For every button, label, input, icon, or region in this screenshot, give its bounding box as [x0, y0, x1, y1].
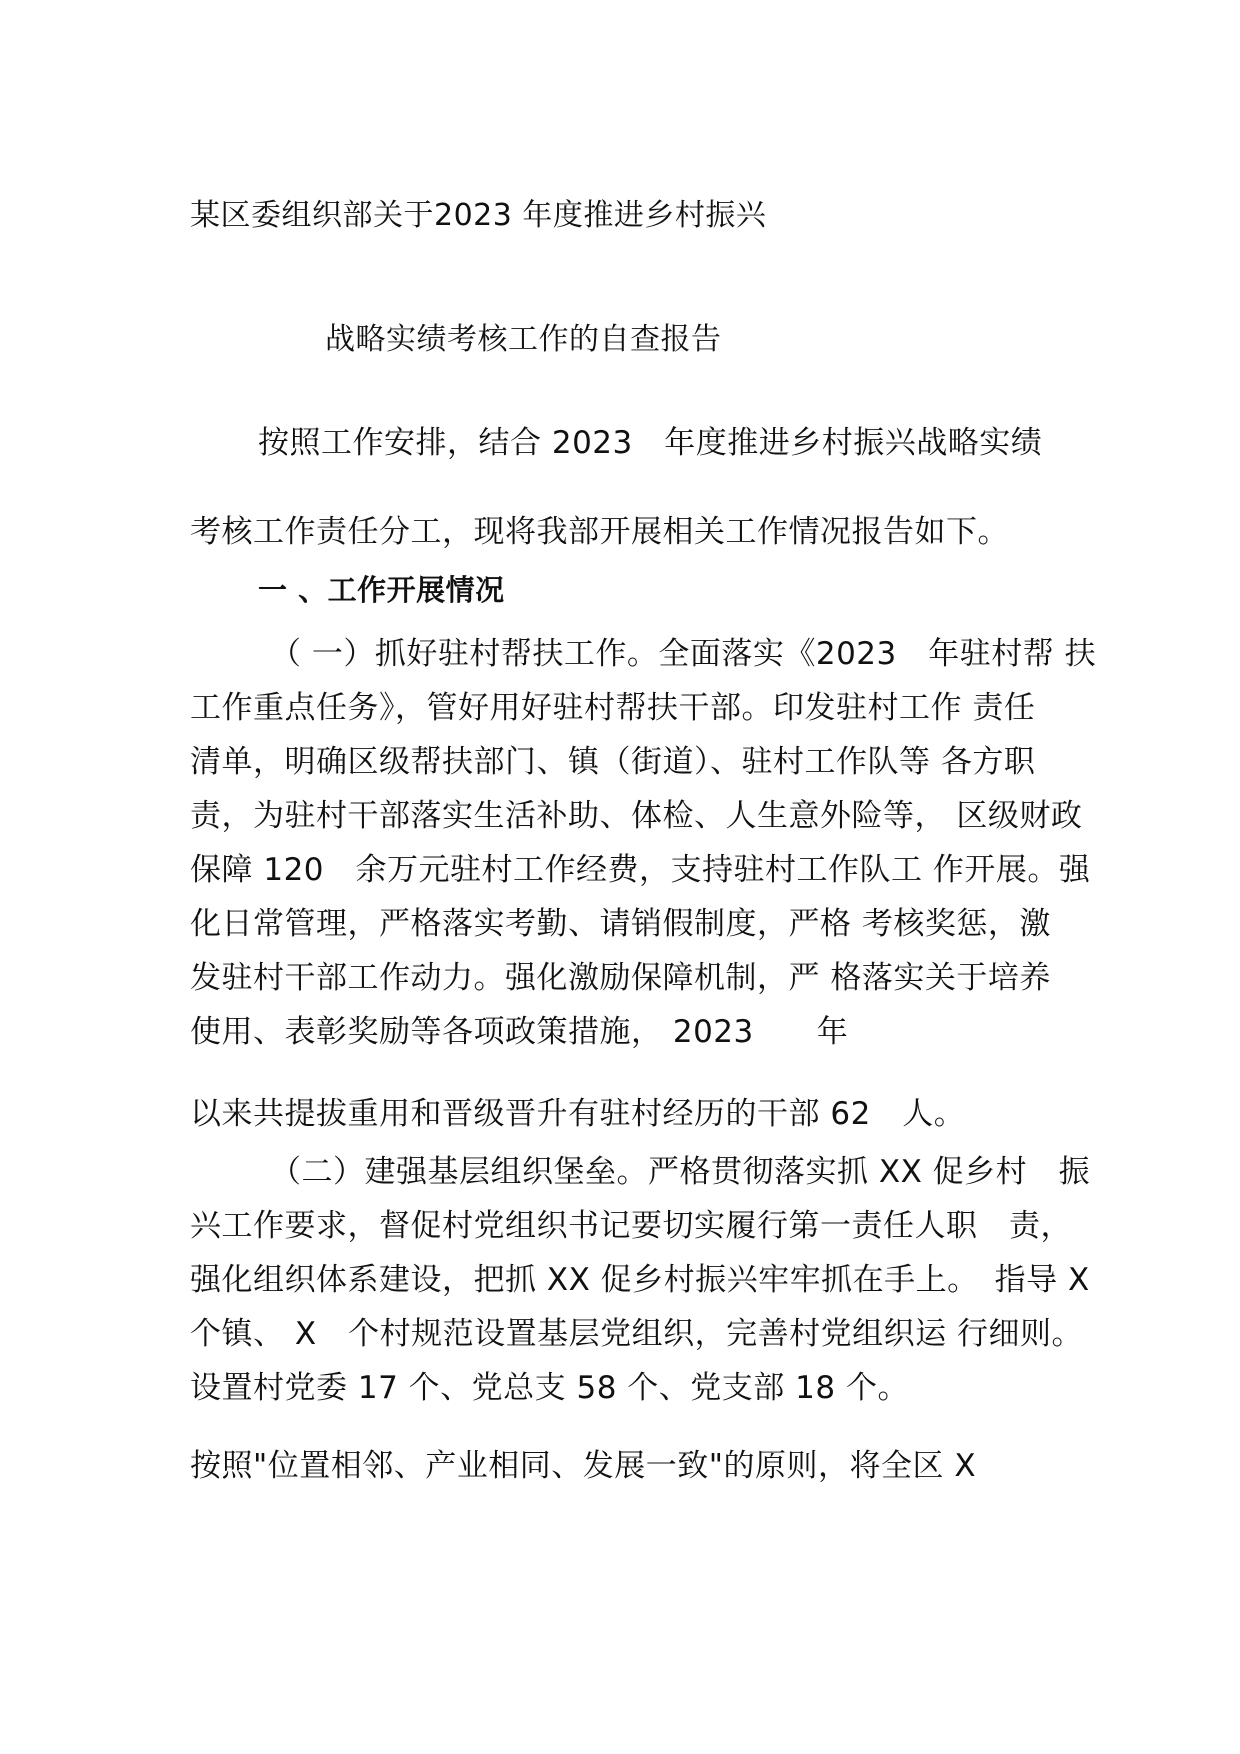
para1-line-7: 发驻村干部工作动力。强化激励保障机制，严 格落实关于培养	[190, 960, 1051, 996]
document-title-line-2: 战略实绩考核工作的自查报告	[325, 322, 722, 357]
para1-line-2: 工作重点任务》，管好用好驻村帮扶干部。印发驻村工作 责任	[190, 690, 1036, 726]
para1-line-5: 保障 120 余万元驻村工作经费，支持驻村工作队工 作开展。强	[190, 852, 1091, 888]
para1-line-1: （ 一）抓好驻村帮扶工作。全面落实《2023 年驻村帮 扶	[270, 636, 1097, 672]
para2-line-3: 强化组织体系建设，把抓 XX 促乡村振兴牢牢抓在手上。 指导 X	[190, 1262, 1090, 1298]
para2-line-6: 按照"位置相邻、产业相同、发展一致"的原则，将全区 X	[190, 1448, 977, 1484]
para2-line-5: 设置村党委 17 个、党总支 58 个、党支部 18 个。	[190, 1370, 909, 1406]
para1-line-8: 使用、表彰奖励等各项政策措施， 2023 年	[190, 1014, 849, 1050]
section-heading: 一 、工作开展情况	[258, 573, 505, 607]
document-title-line-1: 某区委组织部关于2023 年度推进乡村振兴	[190, 198, 767, 233]
intro-line-2: 考核工作责任分工，现将我部开展相关工作情况报告如下。	[190, 514, 1009, 550]
para1-line-4: 责，为驻村干部落实生活补助、体检、人生意外险等， 区级财政	[190, 798, 1083, 834]
para2-line-1: （二）建强基层组织堡垒。严格贯彻落实抓 XX 促乡村 振	[270, 1154, 1091, 1190]
intro-line-1: 按照工作安排，结合 2023 年度推进乡村振兴战略实绩	[258, 425, 1043, 461]
para1-line-9: 以来共提拔重用和晋级晋升有驻村经历的干部 62 人。	[190, 1096, 966, 1132]
para2-line-2: 兴工作要求，督促村党组织书记要切实履行第一责任人职 责，	[190, 1208, 1072, 1244]
para2-line-4: 个镇、 X 个村规范设置基层党组织，完善村党组织运 行细则。	[190, 1316, 1083, 1352]
para1-line-3: 清单，明确区级帮扶部门、镇（街道）、驻村工作队等 各方职	[190, 744, 1036, 780]
para1-line-6: 化日常管理，严格落实考勤、请销假制度，严格 考核奖惩，激	[190, 906, 1051, 942]
